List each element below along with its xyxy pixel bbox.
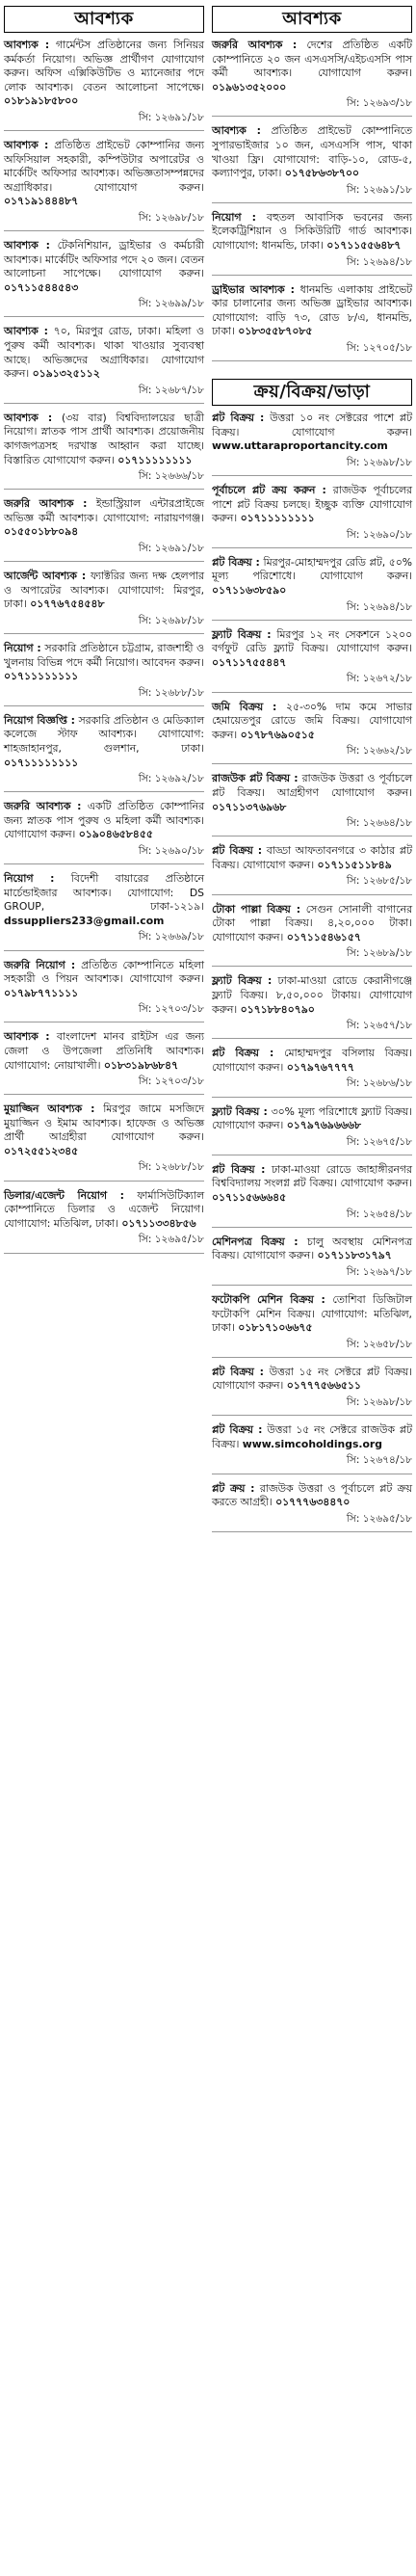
classified-ad: [4, 800, 204, 864]
ad-gap: [212, 117, 412, 124]
ad-text: মিরপুর-মোহাম্মদপুর রেডি প্লট, ৫০% মূল্য পরিশোধে। যোগাযোগ করুন।: [212, 555, 413, 583]
ad-code: সি: ১২৬৯৩/১৮: [346, 97, 412, 110]
ad-code: সি: ১২৬৮৭/১৮: [138, 384, 204, 396]
ad-gap: [4, 1254, 204, 1261]
ad-gap: [212, 1228, 412, 1235]
classified-ad: [212, 484, 412, 548]
classified-ad: [212, 412, 412, 476]
ad-gap: [4, 562, 204, 570]
ad-lead: প্লট বিক্রয় :: [212, 1365, 264, 1378]
section-title: ক্রয়/বিক্রয়/ভাড়া: [253, 381, 371, 402]
classified-ad: [212, 974, 412, 1039]
ad-text: বাংলাদেশ মানব রাইটস এর জন্য জেলা ও উপজেলা প্রতিনিধি আবশ্যক। যোগাযোগ: নোয়াখালী।: [4, 1030, 204, 1072]
ad-lead: প্লট বিক্রয় :: [212, 844, 263, 858]
ad-text: ফার্মাসিউটিক্যাল কোম্পানিতে ডিলার ও এজেন্ট নিয়োগ। যোগাযোগ: মতিঝিল, ঢাকা।: [4, 1188, 204, 1230]
ad-text: ইন্ডাস্ট্রিয়াল এন্টারপ্রাইজে অভিজ্ঞ কর্মী আবশ্যক। যোগাযোগ: নারায়ণগঞ্জ।: [4, 497, 204, 524]
ad-contact: ০১৮৩১৯৮৬৮৪৭: [103, 1058, 178, 1072]
classified-ad: [4, 714, 204, 792]
ad-text: প্রতিষ্ঠিত প্রাইভেট কোম্পানির জন্য অফিসিয়াল সহকারী, কম্পিউটার অপারেটর ও মার্কেটিং অফিসার আবশ্যক। অভিজ্ঞতাসম্পন্নদের অগ্রাধিকার। যোগাযোগ করুন।: [4, 138, 204, 194]
ad-contact: ০১৭৮৭৬৯০৫১৫: [240, 728, 315, 741]
ad-lead: ফ্ল্যাট বিক্রয় :: [212, 627, 272, 641]
ad-text: সেগুন সোনালী বাগানের টোকা পাল্লা বিক্রয়। ৪,২০,০০০ টাকা। যোগাযোগ করুন।: [212, 902, 413, 943]
ad-code: সি: ১২৬৯৮/১৮: [138, 211, 204, 224]
ad-code: সি: ১২৭০৫/১৮: [346, 341, 412, 354]
classified-ad: [212, 1293, 412, 1358]
ad-text: ৩০% মূল্য পরিশোধে ফ্ল্যাট বিক্রয়। যোগাযোগ করুন।: [212, 1104, 412, 1132]
ad-gap: [4, 864, 204, 872]
classified-ad: [4, 39, 204, 131]
ad-contact: ০১৯৬১৩৫২০০০: [212, 80, 287, 93]
ad-text: রাজউক পূর্বাচলের পাশে প্লট বিক্রয় চলছে। ইচ্ছুক ব্যক্তি যোগাযোগ করুন।: [212, 483, 412, 525]
section-header-wanted-left: [4, 6, 204, 33]
ad-contact: www.simcoholdings.org: [242, 1437, 382, 1450]
classified-ad: [212, 1423, 412, 1474]
ad-code: সি: ১২৬৯৮/১৮: [346, 1396, 412, 1409]
classified-ad: [212, 124, 412, 202]
ad-text: সরকারি প্রতিষ্ঠান ও মেডিক্যাল কলেজে স্টাফ আবশ্যক। যোগাযোগ: শাহজাহানপুর, গুলশান, ঢাকা।: [4, 713, 205, 755]
ad-lead: প্লট বিক্রয় :: [212, 555, 260, 569]
ad-lead: আবশ্যক :: [4, 325, 48, 338]
section-header-wanted-right: [212, 6, 412, 33]
ad-lead: আবশ্যক :: [4, 1030, 50, 1044]
classified-ad: [4, 1030, 204, 1095]
ad-lead: প্লট বিক্রয় :: [212, 1162, 266, 1176]
ad-gap: [4, 231, 204, 239]
ad-code: সি: ১২৬৭২/১৮: [346, 673, 412, 685]
ad-text: উত্তরা ১৫ নং সেক্টরে রাজউক প্লট বিক্রয়।: [212, 1423, 413, 1450]
ad-code: সি: ১২৬৯৮/১৮: [346, 456, 412, 468]
ad-lead: জরুরি নিয়োগ :: [4, 958, 76, 971]
ad-code: সি: ১২৬৬২/১৮: [346, 745, 412, 757]
ad-gap: [4, 951, 204, 959]
classified-ad: [212, 1366, 412, 1416]
ad-code: সি: ১২৬৯৪/১৮: [346, 255, 412, 268]
ad-code: সি: ১২৬৯০/১৮: [138, 844, 204, 857]
classified-ad: [4, 239, 204, 317]
section-title: আবশ্যক: [282, 8, 342, 29]
ad-contact: ০১৯১৩২৫১১২: [32, 367, 100, 381]
ad-lead: প্লট বিক্রয় :: [212, 1423, 263, 1437]
left-column: [4, 0, 204, 1261]
ad-lead: প্লট বিক্রয় :: [212, 412, 265, 425]
ad-code: সি: ১২৬৮৬/১৮: [346, 1077, 412, 1090]
classified-ad: [212, 1235, 412, 1286]
ad-text: সরকারি প্রতিষ্ঠানে চট্টগ্রাম, রাজশাহী ও খুলনায় বিভিন্ন পদে কর্মী নিয়োগ। আবেদন করুন।: [4, 641, 204, 669]
ad-code: সি: ১২৬৯১/১৮: [138, 111, 204, 123]
ad-gap: [4, 317, 204, 325]
ad-code: সি: ১২৬৯৪/১৮: [346, 600, 412, 613]
ad-code: সি: ১২৬৯১/১৮: [346, 183, 412, 196]
ad-text: দেশের প্রতিষ্ঠিত একটি কোম্পানিতে ২০ জন এসএসসি/এইচএসসি পাস কর্মী আবশ্যক। যোগাযোগ করুন।: [212, 39, 413, 80]
ad-lead: আবশ্যক :: [4, 138, 49, 151]
ad-code: সি: ১২৬৯৫/১৮: [346, 1512, 412, 1525]
ad-lead: ড্রাইভার আবশ্যক :: [212, 282, 295, 296]
ad-code: সি: ১২৬৫৭/১৮: [346, 1020, 412, 1032]
ad-code: সি: ১২৬৯৭/১৮: [346, 1265, 412, 1278]
ad-gap: [212, 1286, 412, 1293]
ad-lead: আবশ্যক :: [4, 238, 50, 252]
ad-code: সি: ১২৬৫৪/১৮: [346, 1208, 412, 1220]
ad-contact: ০১৭১১৫১১৮৪৯: [317, 858, 392, 871]
ad-lead: নিয়োগ :: [212, 210, 256, 224]
ad-code: সি: ১২৬৭৫/১৮: [346, 1135, 412, 1148]
ad-contact: ০১৭৭৭৬৩৪৪৭০: [275, 1496, 351, 1509]
left-ads-list: [4, 39, 204, 1261]
ad-text: ২৫-৩০% দাম কমে সাভার হেমায়েতপুর রোডে জমি বিক্রয়। যোগাযোগ করুন।: [212, 700, 412, 741]
ad-gap: [212, 895, 412, 903]
ad-lead: ফ্ল্যাট বিক্রয় :: [212, 974, 273, 988]
ad-code: সি: ১২৬৮৮/১৮: [138, 686, 204, 699]
ad-lead: ফ্ল্যাট বিক্রয় :: [212, 1104, 268, 1118]
ad-text: টেকনিশিয়ান, ড্রাইভার ও কর্মচারী আবশ্যক। মার্কেটিং অফিসার পদে ২০ জন। বেতন আলোচনা সাপেক্ষে। যোগাযোগ করুন।: [4, 238, 204, 280]
ad-lead: নিয়োগ বিজ্ঞপ্তি :: [4, 713, 75, 727]
ad-contact: ০১৭১১৫৪৬১৫৭: [286, 930, 361, 943]
ad-gap: [4, 634, 204, 642]
ad-gap: [212, 203, 412, 211]
ad-gap: [4, 404, 204, 412]
ad-code: সি: ১২৬৬৬/১৮: [138, 470, 204, 483]
ad-code: সি: ১২৬৮৫/১৮: [346, 875, 412, 888]
ad-contact: ০১৮১৭১০৬৬৭৫: [238, 1321, 313, 1335]
ad-lead: আবশ্যক :: [4, 411, 53, 424]
ad-contact: ০১৭১১৫৬৬৬৪৫: [212, 1191, 287, 1205]
ad-text: চালু অবস্থায় মেশিনপত্র বিক্রয়। যোগাযোগ করুন।: [212, 1235, 412, 1262]
classified-ad: [212, 844, 412, 894]
classified-ad: [212, 1163, 412, 1228]
ad-text: উত্তরা ১০ নং সেক্টরের পাশে প্লট বিক্রয়। যোগাযোগ করুন।: [212, 412, 413, 438]
ad-text: বিদেশী বায়ারের প্রতিষ্ঠানে মার্চেন্ডাইজার আবশ্যক। যোগাযোগ: DS GROUP, ঢাকা-১২১৯।: [4, 872, 204, 914]
ad-contact: ০১৭১৯১৪৪৪৮৭: [4, 195, 79, 208]
ad-text: ধানমন্ডি এলাকায় প্রাইভেট কার চালানোর জন্য অভিজ্ঞ ড্রাইভার আবশ্যক। যোগাযোগ: বাড়ি ৭৩, রোড ৮/এ, ধানমন্ডি, ঢাকা।: [212, 282, 412, 338]
ad-lead: নিয়োগ :: [4, 641, 41, 654]
ad-code: সি: ১২৬৮৯/১৮: [346, 947, 412, 960]
right-ads-list-2: [212, 412, 412, 1540]
ad-lead: প্লট বিক্রয় :: [212, 1047, 274, 1060]
ad-text: ৭০, মিরপুর রোড, ঢাকা। মহিলা ও পুরুষ কর্মী আবশ্যক। থাকা খাওয়ার সুব্যবস্থা আছে। অভিজ্ঞদের অগ্রাধিকার। যোগাযোগ করুন।: [4, 325, 204, 381]
ad-contact: ০১৭১১১১১১১১: [4, 756, 79, 769]
ad-gap: [212, 693, 412, 701]
ad-code: সি: ১২৬৯৫/১৮: [138, 1234, 204, 1246]
classified-ad: [4, 959, 204, 1023]
ad-code: সি: ১২৭০৩/১৮: [138, 1076, 204, 1088]
ad-text: তোশিবা ডিজিটাল ফটোকপি মেশিন বিক্রয়। যোগাযোগ: মতিঝিল, ঢাকা।: [212, 1293, 413, 1335]
classified-ad: [4, 642, 204, 706]
ad-lead: রাজউক প্লট বিক্রয় :: [212, 772, 299, 785]
classified-ad: [4, 139, 204, 231]
ad-text: প্রতিষ্ঠিত কোম্পানিতে মহিলা সহকারী ও পিয়ন আবশ্যক। যোগাযোগ করুন।: [4, 958, 205, 986]
classified-ad: [212, 1105, 412, 1155]
ad-lead: প্লট ক্রয় :: [212, 1481, 255, 1495]
ad-text: (৩য় বার) বিশ্ববিদ্যালয়ের ছাত্রী নিয়োগ। স্নাতক পাস প্রার্থী আবশ্যক। প্রয়োজনীয় কাগজপত্রসহ দরখাস্ত আহ্বান করা যাচ্ছে। বিস্তারিত যোগাযোগ করুন।: [4, 411, 204, 466]
ad-text: মিরপুর ১২ নং সেকশনে ১২০০ বর্গফুট রেডি ফ্ল্যাট বিক্রয়। যোগাযোগ করুন।: [212, 627, 412, 655]
ad-gap: [4, 1182, 204, 1189]
ad-contact: ০১৭৭৭৫৬৬৫১১: [286, 1379, 361, 1393]
ad-code: সি: ১২৬৯৮/১৮: [138, 614, 204, 626]
ad-contact: ০১৭৫৮৬৩৮৭০০: [284, 167, 359, 180]
ad-contact: www.uttaraproportancity.com: [212, 439, 388, 453]
ad-contact: ০১৭১১৫৫৬৪৮৭: [326, 238, 402, 252]
ad-contact: ০১৭১১৮৩১৭৯৭: [317, 1249, 392, 1262]
ad-text: মিরপুর জামে মসজিদে মুয়াজ্জিন ও ইমাম আবশ্যক। হাফেজ ও অভিজ্ঞ প্রার্থী আগ্রহীরা যোগাযোগ করুন।: [4, 1102, 204, 1144]
classified-ad: [4, 1189, 204, 1254]
ad-code: সি: ১২৬৫৮/১৮: [346, 1338, 412, 1350]
ad-contact: ০১৭১১১১১১১১: [4, 670, 79, 683]
ad-contact: ০১৫৫০১৮৮০৯৪: [4, 525, 79, 539]
ad-contact: ০১৭৯৭৬৭৭৭৭: [286, 1060, 354, 1074]
ad-contact: ০১৭১১১১১১১১: [240, 512, 315, 525]
ad-contact: ০১৮৩৫৫৮৭০৮৫: [238, 325, 313, 338]
ad-text: প্রতিষ্ঠিত প্রাইভেট কোম্পানিতে সুপারভাইজার ১০ জন, এসএসসি পাস, থাকা খাওয়া ফ্রি। যোগাযোগ: বাড়ি-১০, রোড-৫, কল্যাণপুর, ঢাকা।: [212, 124, 412, 180]
ad-lead: আর্জেন্ট আবশ্যক :: [4, 570, 87, 583]
ad-gap: [212, 1474, 412, 1482]
section-title: আবশ্যক: [74, 8, 134, 29]
classified-ad: [212, 701, 412, 765]
ad-text: ঢাকা-মাওয়া রোডে জাহাঙ্গীরনগর বিশ্ববিদ্যালয় সংলগ্ন প্লট বিক্রয়। যোগাযোগ করুন।: [212, 1162, 412, 1190]
ad-gap: [212, 1098, 412, 1105]
ad-lead: মেশিনপত্র বিক্রয় :: [212, 1235, 299, 1248]
ad-text: বাড্ডা আফতাবনগরে ৩ কাঠার প্লট বিক্রয়। যোগাযোগ করুন।: [212, 844, 412, 871]
ad-lead: ফটোকপি মেশিন বিক্রয় :: [212, 1293, 325, 1307]
ad-lead: জরুরি আবশ্যক :: [212, 39, 298, 51]
classified-ad: [4, 412, 204, 490]
ad-contact: ০১৭১১৭৫৫৪৪৭: [212, 655, 287, 669]
ad-contact: ০১৭৭৬৭৫৪৫৪৮: [30, 598, 105, 611]
classified-ad: [212, 1047, 412, 1097]
ad-text: ফ্যাক্টরির জন্য দক্ষ হেলপার ও অপারেটর আবশ্যক। যোগাযোগ: মিরপুর, ঢাকা।: [4, 570, 204, 611]
section-header-buy-sell-rent: [212, 379, 412, 406]
ad-contact: ০১৭১১৩৭৬৯৬৮: [212, 800, 287, 813]
classified-ad: [212, 1482, 412, 1532]
ad-gap: [212, 1532, 412, 1540]
ad-code: সি: ১২৬৬৪/১৮: [346, 817, 412, 830]
ad-code: সি: ১২৬৯৯/১৮: [138, 298, 204, 310]
ad-gap: [212, 361, 412, 369]
ad-gap: [4, 706, 204, 714]
ad-contact: ০১৭১১৫৪৪৫৪৩: [4, 280, 79, 294]
ad-text: একটি প্রতিষ্ঠিত কোম্পানির জন্য স্নাতক পাস পুরুষ ও মহিলা কর্মী আবশ্যক। যোগাযোগ করুন।: [4, 800, 205, 841]
classified-ad: [212, 211, 412, 276]
ad-code: সি: ১২৬৮৮/১৮: [138, 1161, 204, 1174]
classified-ad: [4, 872, 204, 950]
classified-ad: [212, 628, 412, 693]
ad-contact: dssuppliers233@gmail.com: [4, 914, 165, 927]
ad-lead: আবশ্যক :: [212, 124, 261, 138]
classified-ad: [4, 325, 204, 403]
ad-code: সি: ১২৬৬৯/১৮: [138, 931, 204, 943]
ad-code: সি: ১২৬৯০/১৮: [346, 528, 412, 541]
ad-text: ঢাকা-মাওয়া রোডে কেরানীগঞ্জে ফ্ল্যাট বিক্রয়। ৮,৫০,০০০ টাকায়। যোগাযোগ করুন।: [212, 974, 412, 1016]
ad-lead: জরুরি আবশ্যক :: [4, 497, 88, 511]
ad-lead: নিয়োগ :: [4, 872, 55, 886]
ad-contact: ০১৭১১৩৩৪৮৫৬: [121, 1216, 196, 1230]
ad-text: মোহাম্মদপুর বসিলায় বিক্রয়। যোগাযোগ করুন।: [212, 1047, 413, 1074]
ad-text: গার্মেন্টস প্রতিষ্ঠানের জন্য সিনিয়র কর্মকর্তা নিয়োগ। অভিজ্ঞ প্রার্থীগণ যোগাযোগ করুন। অফিস এক্সিকিউটিভ ও ম্যানেজার পদে লোক আবশ্যক। বেতন আলোচনা সাপেক্ষে।: [4, 39, 205, 93]
ad-lead: মুয়াজ্জিন আবশ্যক :: [4, 1102, 95, 1116]
ad-code: সি: ১২৬৯১/১৮: [138, 542, 204, 554]
classified-ad: [212, 556, 412, 621]
right-column: [212, 0, 412, 1540]
ad-contact: ০১৭২৫৫১২৩৪৫: [4, 1144, 79, 1157]
ad-contact: ০১৭১৮৮৪০৭৯০: [240, 1002, 315, 1016]
classified-ad: [4, 1102, 204, 1181]
ad-gap: [212, 621, 412, 628]
ad-gap: [212, 548, 412, 556]
ad-code: সি: ১২৬৯২/১৮: [138, 773, 204, 785]
ad-gap: [4, 131, 204, 139]
ad-contact: ০১৮১৯১৮৫৮০০: [4, 94, 79, 108]
ad-gap: [212, 476, 412, 484]
ad-gap: [212, 1155, 412, 1163]
ad-lead: আবশ্যক :: [4, 39, 50, 51]
ad-lead: ডিলার/এজেন্ট নিয়োগ :: [4, 1188, 124, 1202]
ad-gap: [212, 1358, 412, 1366]
ad-contact: ০১৭৯৮৭৭১১১১: [4, 986, 79, 999]
classified-ad: [212, 283, 412, 361]
classified-ad: [4, 570, 204, 634]
ad-code: সি: ১২৬৭৪/১৮: [346, 1454, 412, 1467]
ad-lead: জমি বিক্রয় :: [212, 700, 277, 713]
ad-lead: জরুরি আবশ্যক :: [4, 800, 82, 813]
ad-code: সি: ১২৭০৩/১৮: [138, 1003, 204, 1016]
ad-contact: ০১৭৯৭৬৯৬৬৬৮: [286, 1119, 361, 1132]
classified-ad: [212, 39, 412, 117]
ad-contact: ০১৭১১১১১১১১: [117, 453, 193, 466]
classified-ad: [212, 903, 412, 968]
ad-gap: [212, 1416, 412, 1423]
ad-gap: [212, 276, 412, 283]
ad-lead: টোকা পাল্লা বিক্রয় :: [212, 902, 301, 916]
right-ads-list: [212, 39, 412, 369]
ad-contact: ০১৭১১৬৩৮৫৯০: [212, 583, 287, 597]
ad-contact: ০১৯০৪৬৫৮৪৫৫: [78, 828, 153, 841]
ad-lead: পূর্বাচলে প্লট ক্রয় করুন :: [212, 483, 326, 496]
ad-gap: [4, 1022, 204, 1030]
classified-ad: [212, 772, 412, 837]
ad-text: রাজউক উত্তরা ও পূর্বাচলে প্লট বিক্রয়। আগ্রহীগণ যোগাযোগ করুন।: [212, 772, 412, 799]
ad-text: রাজউক উত্তরা ও পূর্বাচলে প্লট ক্রয় করতে আগ্রহী।: [212, 1481, 412, 1509]
ad-text: উত্তরা ১৫ নং সেক্টরে প্লট বিক্রয়। যোগাযোগ করুন।: [212, 1365, 413, 1393]
ad-text: বহুতল আবাসিক ভবনের জন্য ইলেকট্রিশিয়ান ও সিকিউরিটি গার্ড আবশ্যক। যোগাযোগ: ধানমন্ডি, ঢাকা।: [212, 210, 412, 252]
classified-ad: [4, 497, 204, 562]
